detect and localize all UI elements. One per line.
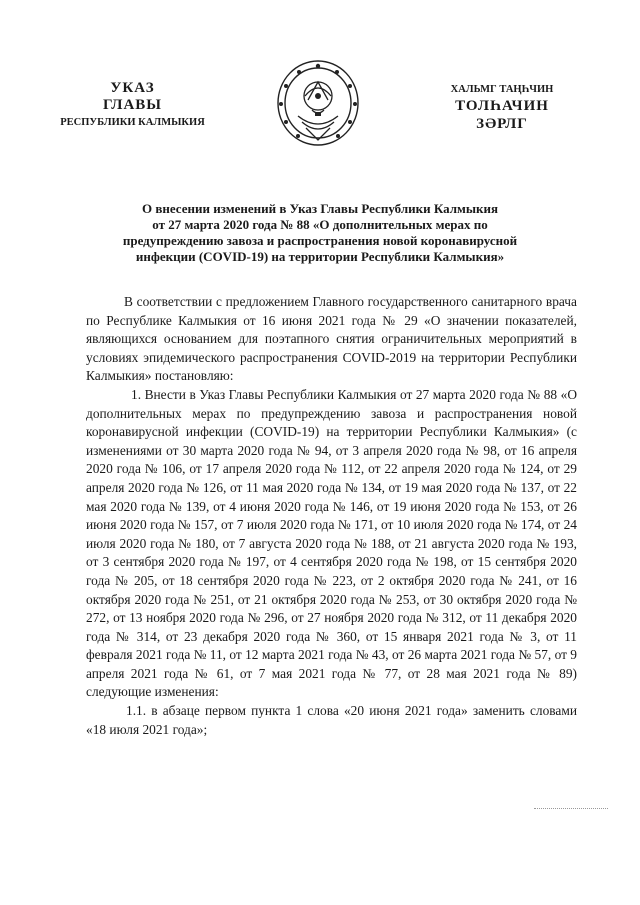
- item-1-1-paragraph: 1.1. в абзаце первом пункта 1 слова «20 июня 2021 года» заменить словами «18 июля 2021 года»;: [86, 703, 577, 737]
- title-line3: предупреждению завоза и распространения новой коронавирусной: [122, 233, 518, 248]
- title-line4: инфекции (COVID-19) на территории Республики Калмыкия»: [135, 249, 505, 264]
- header-right-line2: ТОЛҺАЧИН: [455, 98, 549, 114]
- margin-dotted-line: [534, 808, 608, 809]
- header-left: [40, 80, 225, 131]
- header-left-line1: УКАЗ: [110, 80, 155, 96]
- item-1-paragraph: 1. Внести в Указ Главы Республики Калмыкия от 27 марта 2020 года № 88 «О дополнительных мерах по предупреждению завоза и распространения новой коронавирусной инфекции (COVID-19) на территории Республики Калмыкия» (с изменениями от 30 марта 2020 года № 94, от 3 апреля 2020 года № 98, от 16 апреля 2020 года № 106, от 17 апреля 2020 года № 112, от 22 апреля 2020 года № 124, от 29 апреля 2020 года № 126, от 11 мая 2020 года № 134, от 19 мая 2020 года № 137, от 22 мая 2020 года № 139, от 4 июня 2020 года № 146, от 19 июня 2020 года № 153, от 26 июня 2020 года № 157, от 7 июля 2020 года № 171, от 10 июля 2020 года № 174, от 24 июля 2020 года № 180, от 7 августа 2020 года № 188, от 21 августа 2020 года № 193, от 3 сентября 2020 года № 197, от 4 сентября 2020 года № 198, от 15 сентября 2020 года № 205, от 18 сентября 2020 года № 223, от 2 октября 2020 года № 241, от 16 октября 2020 года № 251, от 21 октября 2020 года № 253, от 30 октября 2020 года № 272, от 13 ноября 2020 года № 296, от 27 ноября 2020 года № 312, от 11 декабря 2020 года № 314, от 23 декабря 2020 года № 360, от 15 января 2021 года № 3, от 11 февраля 2021 года № 11, от 12 марта 2021 года № 43, от 26 марта 2021 года № 57, от 9 апреля 2021 года № 61, от 7 мая 2021 года № 77, от 28 мая 2021 года № 89) следующие изменения:: [86, 386, 577, 700]
- header-right-line1: ХАЛЬМГ ТАҢҺЧИН: [450, 84, 554, 95]
- header-right-line3: ЗӘРЛГ: [476, 116, 528, 132]
- emblem-icon: [272, 56, 364, 150]
- header-left-line3: РЕСПУБЛИКИ КАЛМЫКИЯ: [60, 117, 205, 128]
- title-line1: О внесении изменений в Указ Главы Республики Калмыкия: [141, 201, 499, 216]
- header-right: [428, 83, 576, 133]
- title-line2: от 27 марта 2020 года № 88 «О дополнительных мерах по: [152, 217, 488, 232]
- document-title: [105, 201, 535, 265]
- document-body: [86, 293, 577, 739]
- header-left-line2: ГЛАВЫ: [102, 97, 163, 113]
- preamble-paragraph: В соответствии с предложением Главного государственного санитарного врача по Республике Калмыкия от 16 июня 2021 года № 29 «О значении показателей, являющихся основанием для поэтапного снятия ограничительных мероприятий в условиях эпидемического распространения COVID-2019 на территории Республики Калмыкия» постановляю:: [86, 294, 577, 384]
